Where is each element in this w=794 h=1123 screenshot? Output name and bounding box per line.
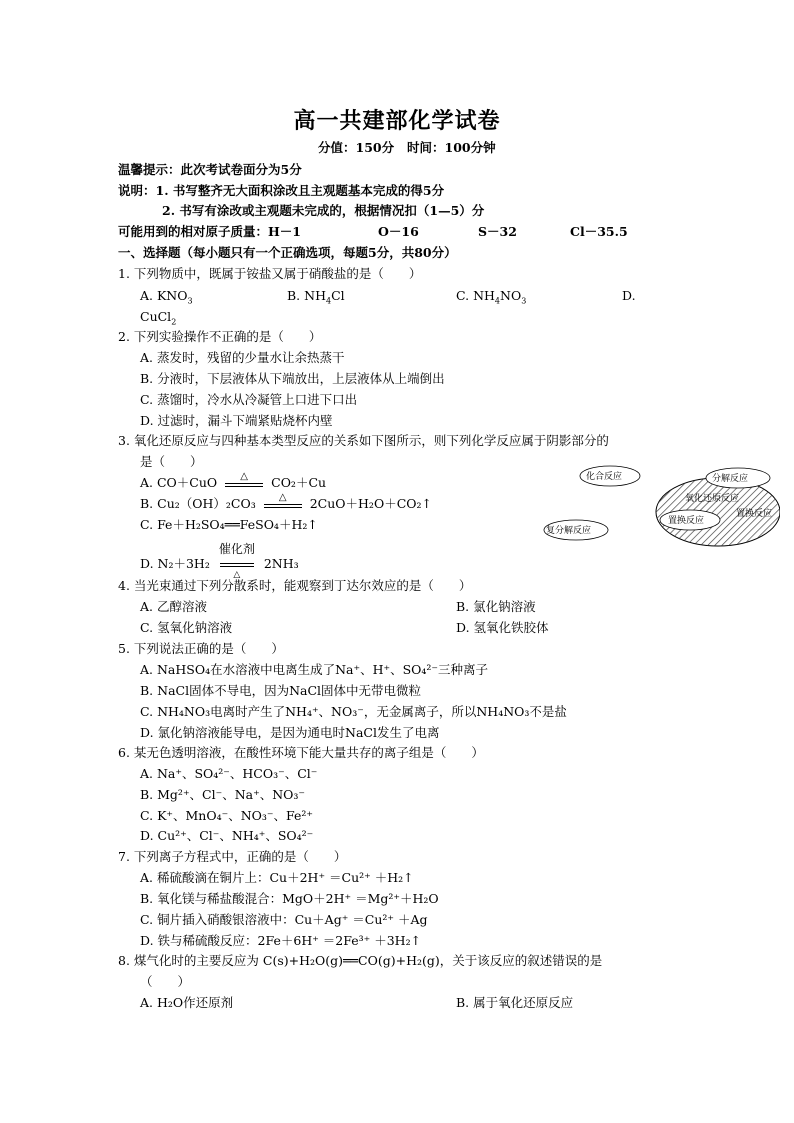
q4-option-c: C. 氢氧化钠溶液 xyxy=(140,620,233,635)
q7-option-a: A. 稀硫酸滴在铜片上：Cu＋2H⁺ ＝Cu²⁺ ＋H₂↑ xyxy=(140,870,414,885)
catalyst-equal-sign: 催化剂 △ xyxy=(218,541,255,580)
q5-option-b: B. NaCl固体不导电，因为NaCl固体中无带电微粒 xyxy=(140,683,422,698)
q7-option-b: B. 氧化镁与稀盐酸混合：MgO＋2H⁺ ＝Mg²⁺＋H₂O xyxy=(140,891,439,906)
tip-line: 温馨提示：此次考试卷面分为5分 xyxy=(118,162,302,177)
q6-option-a: A. Na⁺、SO₄²⁻、HCO₃⁻、Cl⁻ xyxy=(140,766,318,781)
q4-option-a: A. 乙醇溶液 xyxy=(140,599,207,614)
q4-option-d: D. 氢氧化铁胶体 xyxy=(456,620,549,635)
note-line-1: 说明：1. 书写整齐无大面积涂改且主观题基本完成的得5分 xyxy=(118,183,445,198)
q7-option-c: C. 铜片插入硝酸银溶液中：Cu＋Ag⁺ ＝Cu²⁺ ＋Ag xyxy=(140,912,428,927)
label-corner: 置换反应 xyxy=(736,509,773,519)
q4-option-b: B. 氯化钠溶液 xyxy=(456,599,536,614)
score-info: 分值：150分 xyxy=(318,140,395,155)
q6-option-b: B. Mg²⁺、Cl⁻、Na⁺、NO₃⁻ xyxy=(140,787,305,802)
q2-option-d: D. 过滤时，漏斗下端紧贴烧杯内壁 xyxy=(140,413,333,428)
heat-equal-sign: △ xyxy=(225,477,263,491)
question-6-stem: 6. 某无色透明溶液，在酸性环境下能大量共存的离子组是（ ） xyxy=(118,745,484,760)
question-2-stem: 2. 下列实验操作不正确的是（ ） xyxy=(118,329,322,344)
label-double: 复分解反应 xyxy=(546,526,592,536)
question-1-stem: 1. 下列物质中，既属于铵盐又属于硝酸盐的是（ ） xyxy=(118,266,422,281)
label-replace: 置换反应 xyxy=(668,516,705,526)
q8-option-a: A. H₂O作还原剂 xyxy=(140,995,234,1010)
atom-mass-label: 可能用到的相对原子质量：H－1 xyxy=(118,224,302,239)
label-redox: 氧化还原反应 xyxy=(685,494,740,504)
q1-option-d: D. xyxy=(622,288,636,303)
question-8-stem-cont: （ ） xyxy=(140,974,191,989)
atom-mass-cl: Cl－35.5 xyxy=(570,224,628,239)
question-5-stem: 5. 下列说法正确的是（ ） xyxy=(118,641,284,656)
question-3-stem: 3. 氧化还原反应与四种基本类型反应的关系如下图所示，则下列化学反应属于阴影部分的 xyxy=(118,433,609,448)
section-title: 一、选择题（每小题只有一个正确选项，每题5分，共80分） xyxy=(118,245,457,260)
q6-option-c: C. K⁺、MnO₄⁻、NO₃⁻、Fe²⁺ xyxy=(140,808,313,823)
q5-option-a: A. NaHSO₄在水溶液中电离生成了Na⁺、H⁺、SO₄²⁻三种离子 xyxy=(140,662,489,677)
q1-option-c: C. $NH_4NO_3$ xyxy=(456,288,527,306)
q2-option-b: B. 分液时，下层液体从下端放出，上层液体从上端倒出 xyxy=(140,371,445,386)
time-info: 时间：100分钟 xyxy=(407,140,496,155)
note-line-2: 2. 书写有涂改或主观题未完成的，根据情况扣（1—5）分 xyxy=(162,203,485,218)
q2-option-c: C. 蒸馏时，冷水从冷凝管上口进下口出 xyxy=(140,392,358,407)
atom-mass-s: S－32 xyxy=(478,224,517,239)
question-3-stem-cont: 是（ ） xyxy=(140,454,203,469)
page-title: 高一共建部化学试卷 xyxy=(293,108,501,134)
q1-option-d-cont: CuCl$_2$ xyxy=(140,309,177,327)
q1-option-b: B. $NH_4Cl$ xyxy=(287,288,345,306)
q3-option-a: A. CO＋CuO △ CO₂＋Cu xyxy=(140,470,327,490)
q3-option-d: D. N₂＋3H₂ 催化剂 △ 2NH₃ xyxy=(140,541,299,580)
q6-option-d: D. Cu²⁺、Cl⁻、NH₄⁺、SO₄²⁻ xyxy=(140,828,314,843)
q5-option-d: D. 氯化钠溶液能导电，是因为通电时NaCl发生了电离 xyxy=(140,725,440,740)
q7-option-d: D. 铁与稀硫酸反应：2Fe＋6H⁺ ＝2Fe³⁺ ＋3H₂↑ xyxy=(140,933,422,948)
heat-equal-sign: △ xyxy=(264,498,302,512)
q3-option-c: C. Fe＋H₂SO₄══FeSO₄＋H₂↑ xyxy=(140,517,318,532)
atom-mass-o: O－16 xyxy=(378,224,419,239)
q8-option-b: B. 属于氧化还原反应 xyxy=(456,995,574,1010)
q2-option-a: A. 蒸发时，残留的少量水让余热蒸干 xyxy=(140,350,345,365)
label-decompose: 分解反应 xyxy=(712,474,749,484)
question-7-stem: 7. 下列离子方程式中，正确的是（ ） xyxy=(118,849,347,864)
q5-option-c: C. NH₄NO₃电离时产生了NH₄⁺、NO₃⁻，无金属离子，所以NH₄NO₃不是盐 xyxy=(140,704,567,719)
q1-option-a: A. $KNO_3$ xyxy=(140,288,193,306)
q3-option-b: B. Cu₂（OH）₂CO₃ △ 2CuO＋H₂O＋CO₂↑ xyxy=(140,491,432,511)
question-4-stem: 4. 当光束通过下列分散系时，能观察到丁达尔效应的是（ ） xyxy=(118,578,472,593)
question-8-stem: 8. 煤气化时的主要反应为 C(s)+H₂O(g)══CO(g)+H₂(g)，关于该反应的叙述错误的是 xyxy=(118,953,603,968)
label-combine: 化合反应 xyxy=(586,472,623,482)
reaction-relation-diagram xyxy=(540,458,780,550)
